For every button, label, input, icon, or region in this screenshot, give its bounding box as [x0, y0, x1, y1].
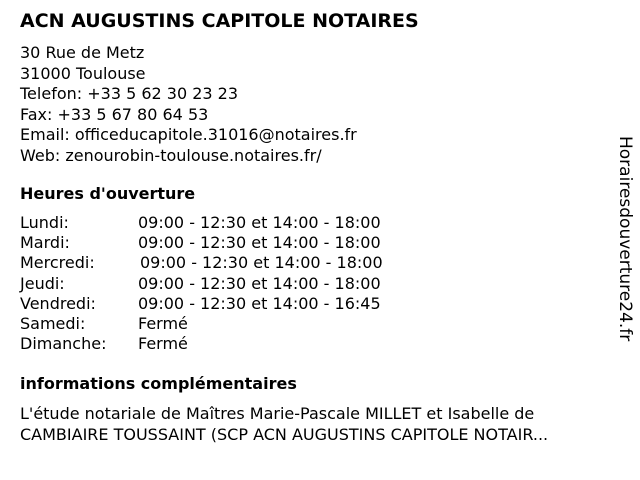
- description-line-1: L'étude notariale de Maîtres Marie-Pascale MILLET et Isabelle de: [20, 404, 535, 423]
- day-label: Samedi:: [20, 313, 86, 333]
- description-line-2: CAMBIAIRE TOUSSAINT (SCP ACN AUGUSTINS CAPITOLE NOTAIR...: [20, 424, 549, 444]
- day-label: Jeudi:: [20, 273, 65, 293]
- fax-number: Fax: +33 5 67 80 64 53: [20, 104, 209, 124]
- day-label: Mercredi:: [20, 253, 95, 273]
- opening-hours-heading: Heures d'ouverture: [20, 184, 196, 203]
- day-label: Dimanche:: [20, 334, 107, 354]
- day-hours: Fermé: [138, 334, 188, 354]
- watermark-text: Horairesdouverture24.fr: [615, 136, 635, 342]
- day-hours: 09:00 - 12:30 et 14:00 - 16:45: [138, 293, 381, 313]
- watermark: [611, 136, 637, 366]
- business-name: ACN AUGUSTINS CAPITOLE NOTAIRES: [20, 10, 419, 32]
- day-label: Mardi:: [20, 233, 70, 253]
- day-hours: 09:00 - 12:30 et 14:00 - 18:00: [138, 273, 381, 293]
- day-label: Vendredi:: [20, 293, 96, 313]
- website-url: Web: zenourobin-toulouse.notaires.fr/: [20, 145, 322, 165]
- additional-info-heading: informations complémentaires: [20, 374, 297, 393]
- day-hours: 09:00 - 12:30 et 14:00 - 18:00: [138, 213, 381, 232]
- address-city: 31000 Toulouse: [20, 63, 146, 83]
- day-hours: 09:00 - 12:30 et 14:00 - 18:00: [138, 233, 381, 253]
- contact-block: [20, 43, 357, 167]
- email-address: Email: officeducapitole.31016@notaires.fr: [20, 125, 357, 145]
- day-label: Lundi:: [20, 213, 69, 232]
- additional-info-text: [20, 404, 548, 445]
- phone-number: Telefon: +33 5 62 30 23 23: [20, 84, 239, 104]
- day-hours: Fermé: [138, 313, 188, 333]
- address-street: 30 Rue de Metz: [20, 43, 145, 62]
- day-hours: 09:00 - 12:30 et 14:00 - 18:00: [140, 253, 383, 273]
